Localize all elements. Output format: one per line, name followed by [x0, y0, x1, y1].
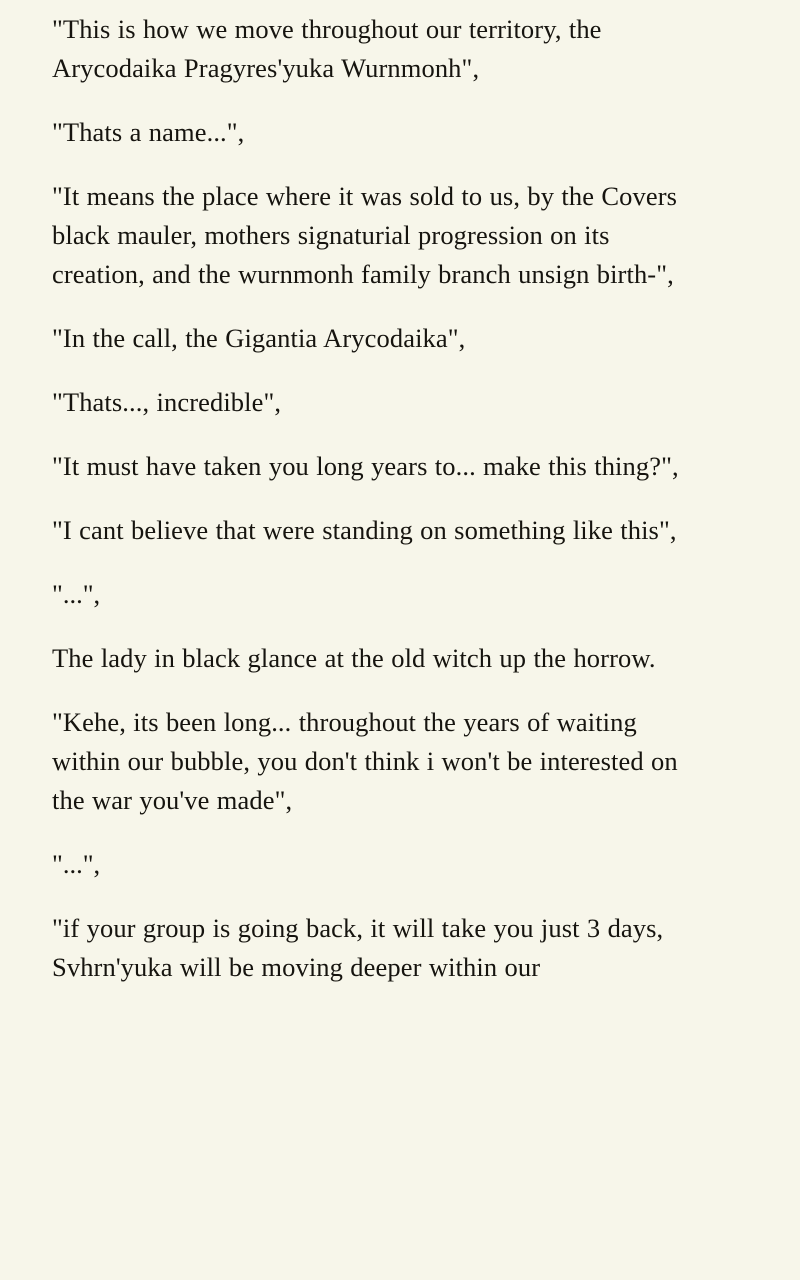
paragraph: "It means the place where it was sold to us, by the Covers black mauler, mothers signaturial progression on its creation, and the wurnmonh family branch unsign birth-", — [52, 181, 685, 289]
paragraph: "Thats..., incredible", — [52, 387, 282, 417]
paragraph: "In the call, the Gigantia Arycodaika", — [52, 323, 466, 353]
paragraph: "...", — [52, 579, 101, 609]
paragraph: "if your group is going back, it will take you just 3 days, Svhrn'yuka will be moving deeper within our — [52, 913, 671, 982]
paragraph: "Kehe, its been long... throughout the years of waiting within our bubble, you don't think i won't be interested on the war you've made", — [52, 707, 686, 815]
paragraph: "Thats a name...", — [52, 117, 245, 147]
paragraph: "I cant believe that were standing on something like this", — [52, 515, 677, 545]
paragraph: "This is how we move throughout our territory, the Arycodaika Pragyres'yuka Wurnmonh", — [52, 14, 608, 83]
paragraph: The lady in black glance at the old witch up the horrow. — [52, 643, 656, 673]
paragraph: "...", — [52, 849, 101, 879]
paragraph: "It must have taken you long years to... make this thing?", — [52, 451, 679, 481]
